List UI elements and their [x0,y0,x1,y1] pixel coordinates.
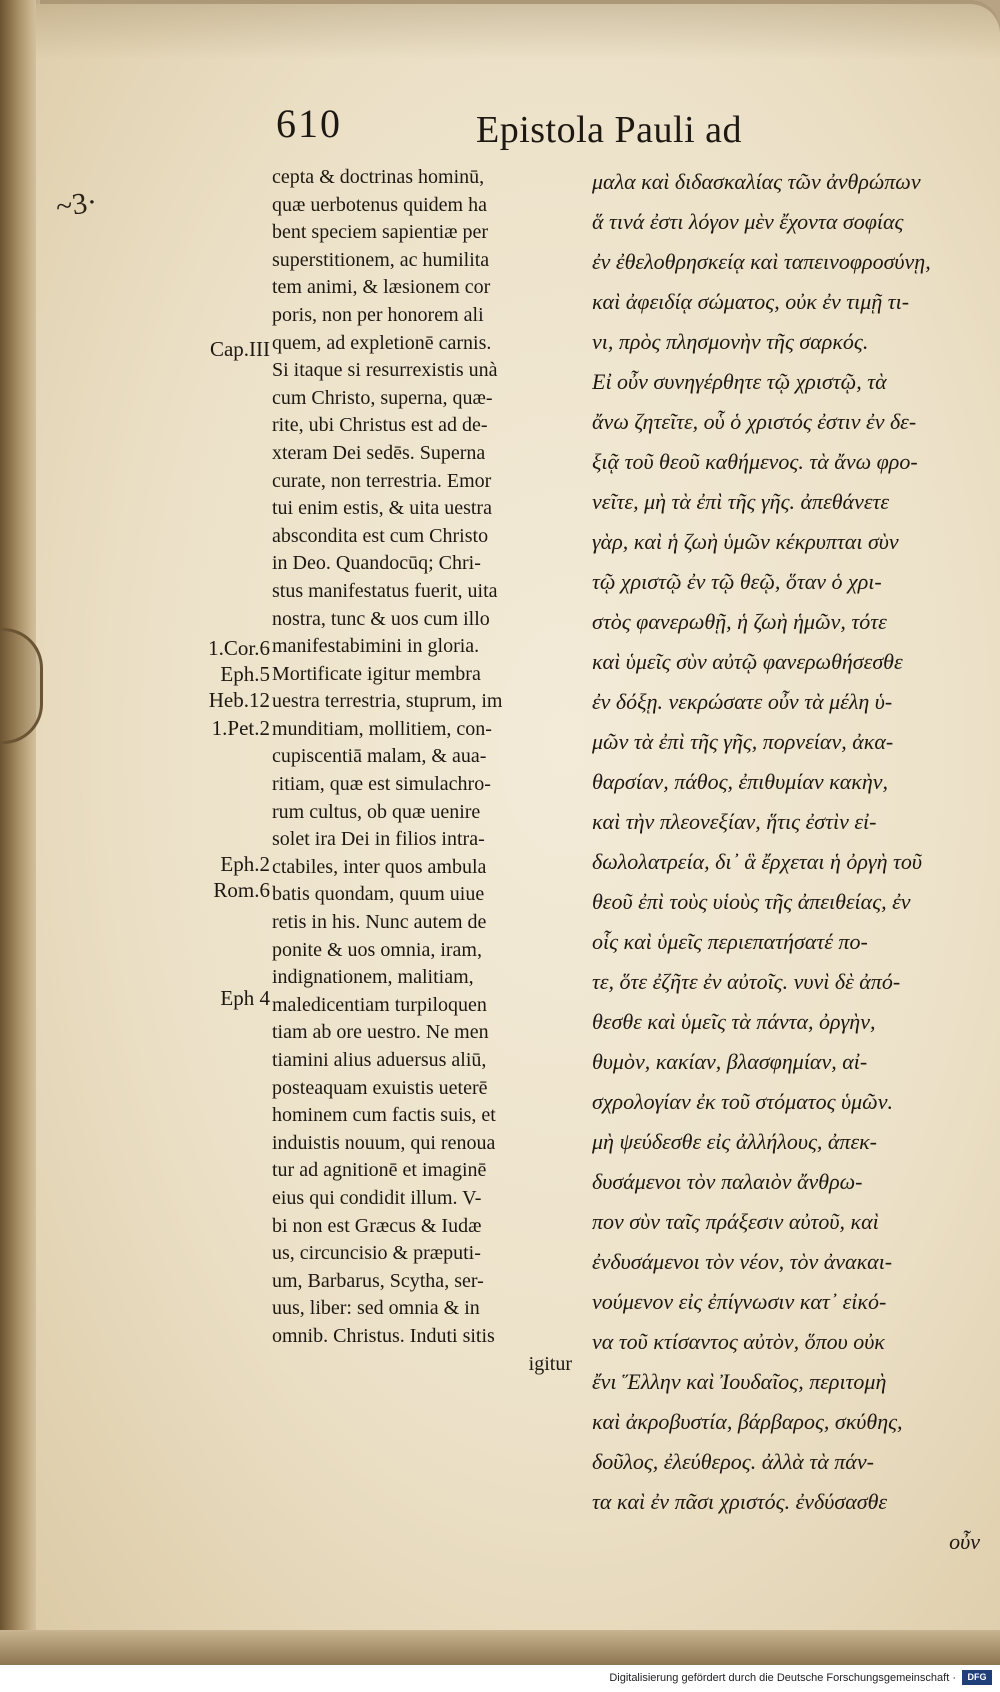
greek-line: νούμενον εἰς ἐπίγνωσιν κατ᾽ εἰκό- [592,1289,887,1314]
greek-line: ἅ τινά ἐστι λόγον μὲν ἔχοντα σοφίας [592,209,904,234]
greek-line: Εἰ οὖν συνηγέρθητε τῷ χριστῷ, τὰ [592,369,887,394]
latin-line: xteram Dei sedēs. Superna [272,441,486,464]
latin-line: cupiscentiā malam, & aua- [272,745,487,768]
greek-line: δυσάμενοι τὸν παλαιὸν ἄνθρω- [592,1169,863,1194]
greek-line: τε, ὅτε ἐζῆτε ἐν αὐτοῖς. νυνὶ δὲ ἀπό- [592,969,901,994]
greek-line: νεῖτε, μὴ τὰ ἐπὶ τῆς γῆς. ἀπεθάνετε [592,489,890,514]
marginal-note: Eph 4 [220,986,270,1010]
latin-line: curate, non terrestria. Emor [272,469,492,492]
greek-line: θεοῦ ἐπὶ τοὺς υἱοὺς τῆς ἀπειθείας, ἐν [592,889,911,914]
greek-line: ἔνι Ἕλλην καὶ Ἰουδαῖος, περιτομὴ [592,1369,887,1394]
page-shadow [36,0,1000,60]
greek-line: νι, πρὸς πλησμονὴν τῆς σαρκός. [592,329,869,354]
latin-column [272,164,572,1378]
latin-line: omnib. Christus. Induti sitis [272,1324,495,1347]
latin-line: munditiam, mollitiem, con- [272,717,492,740]
marginal-note: Eph.5 [220,662,270,686]
latin-line: tem animi, & læsionem cor [272,276,491,299]
latin-line: hominem cum factis suis, et [272,1104,496,1127]
latin-line: ponite & uos omnia, iram, [272,938,482,961]
latin-line: in Deo. Quandocūq; Chri- [272,552,481,575]
latin-line: quem, ad expletionē carnis. [272,331,492,354]
page-number: 610 [276,101,342,146]
latin-line: Mortificate igitur membra [272,662,481,685]
greek-line: πον σὺν ταῖς πράξεσιν αὐτοῦ, καὶ [592,1209,879,1234]
greek-line: δωλολατρεία, δι᾽ ἃ ἔρχεται ἡ ὀργὴ τοῦ [592,849,922,874]
latin-line: Si itaque si resurrexistis unà [272,359,498,382]
latin-line: um, Barbarus, Scytha, ser- [272,1269,484,1292]
latin-line: induistis nouum, qui renoua [272,1131,496,1154]
latin-line: retis in his. Nunc autem de [272,911,487,934]
latin-line: tiamini alius aduersus aliū, [272,1049,487,1071]
latin-line: nostra, tunc & uos cum illo [272,607,490,630]
latin-line: batis quondam, quum uiue [272,883,485,906]
marginal-note: Cap.III [209,337,270,361]
latin-line: cepta & doctrinas hominū, [272,166,485,188]
latin-line: maledicentiam turpiloquen [272,993,487,1016]
greek-line: καὶ ὑμεῖς σὺν αὐτῷ φανερωθήσεσθε [592,649,903,674]
marginal-note: Heb.12 [208,688,270,712]
running-head: Epistola Pauli ad [476,109,743,151]
latin-line: manifestabimini in gloria. [272,635,480,658]
latin-line: bent speciem sapientiæ per [272,221,489,244]
latin-line: uestra terrestria, stuprum, im [272,690,503,713]
marginal-note: 1.Cor.6 [208,636,270,660]
latin-catchword: igitur [528,1352,572,1375]
latin-line: rum cultus, ob quæ uenire [272,800,481,823]
latin-line: tiam ab ore uestro. Ne men [272,1021,489,1044]
latin-line: ritiam, quæ est simulachro- [272,773,491,796]
greek-line: γὰρ, καὶ ἡ ζωὴ ὑμῶν κέκρυπται σὺν [592,529,899,554]
greek-line: μὴ ψεύδεσθε εἰς ἀλλήλους, ἀπεκ- [592,1129,878,1154]
latin-line: tur ad agnitionē et imaginē [272,1159,487,1182]
greek-line: να τοῦ κτίσαντος αὐτὸν, ὅπου οὐκ [592,1329,885,1354]
latin-line: ctabiles, inter quos ambula [272,855,487,878]
greek-line: θυμὸν, κακίαν, βλασφημίαν, αἰ- [592,1049,868,1074]
marginal-note: Rom.6 [213,878,270,902]
marginal-note: Eph.2 [220,852,270,876]
greek-line: θαρσίαν, πάθος, ἐπιθυμίαν κακὴν, [592,769,889,794]
latin-line: tui enim estis, & uita uestra [272,497,492,520]
latin-line: rite, ubi Christus est ad de- [272,414,488,437]
greek-column [592,162,980,1562]
greek-line: οἷς καὶ ὑμεῖς περιεπατήσατέ πο- [592,929,868,954]
book-edge-bottom [0,1630,1000,1665]
digitization-credit: Digitalisierung gefördert durch die Deutsche Forschungsgemeinschaft · [609,1672,956,1684]
latin-line: us, circuncisio & præputi- [272,1242,481,1265]
greek-line: τα καὶ ἐν πᾶσι χριστός. ἐνδύσασθε [592,1489,888,1514]
greek-line: καὶ τὴν πλεονεξίαν, ἥτις ἐστὶν εἰ- [592,809,877,834]
latin-line: abscondita est cum Christo [272,524,489,547]
latin-line: cum Christo, superna, quæ- [272,386,493,409]
greek-line: σχρολογίαν ἐκ τοῦ στόματος ὑμῶν. [592,1089,893,1114]
latin-line: stus manifestatus fuerit, uita [272,579,498,602]
greek-line: θεσθε καὶ ὑμεῖς τὰ πάντα, ὀργὴν, [592,1009,876,1034]
greek-line: καὶ ἀκροβυστία, βάρβαρος, σκύθης, [592,1409,903,1434]
marginal-note: 1.Pet.2 [211,716,270,740]
greek-line: ἐν δόξῃ. νεκρώσατε οὖν τὰ μέλη ὑ- [592,689,893,714]
greek-line: ξιᾷ τοῦ θεοῦ καθήμενος. τὰ ἄνω φρο- [592,449,918,474]
greek-catchword: οὖν [949,1529,980,1554]
dfg-logo: DFG [962,1670,992,1685]
greek-line: μῶν τὰ ἐπὶ τῆς γῆς, πορνείαν, ἀκα- [592,729,894,754]
latin-line: superstitionem, ac humilita [272,248,490,271]
greek-line: ἐν ἐθελοθρησκείᾳ καὶ ταπεινοφροσύνῃ, [592,249,931,274]
latin-line: poris, non per honorem ali [272,303,484,326]
latin-line: bi non est Græcus & Iudæ [272,1214,482,1237]
greek-line: στὸς φανερωθῇ, ἡ ζωὴ ἡμῶν, τότε [592,609,887,634]
greek-line: μαλα καὶ διδασκαλίας τῶν ἀνθρώπων [592,169,921,194]
latin-line: quæ uerbotenus quidem ha [272,193,487,216]
greek-line: ἐνδυσάμενοι τὸν νέον, τὸν ἀνακαι- [592,1249,893,1274]
latin-line: posteaquam exuistis ueterē [272,1076,488,1099]
latin-line: eius qui condidit illum. V- [272,1186,482,1209]
latin-line: uus, liber: sed omnia & in [272,1297,480,1320]
latin-line: indignationem, malitiam, [272,966,474,989]
greek-line: καὶ ἀφειδίᾳ σώματος, οὐκ ἐν τιμῇ τι- [592,289,910,314]
book-edge-left [0,0,40,1665]
margin-mark: ~3· [53,185,100,224]
latin-line: solet ira Dei in filios intra- [272,828,485,851]
greek-line: δοῦλος, ἐλεύθερος. ἀλλὰ τὰ πάν- [592,1449,874,1474]
greek-line: τῷ χριστῷ ἐν τῷ θεῷ, ὅταν ὁ χρι- [592,569,882,594]
greek-line: ἄνω ζητεῖτε, οὗ ὁ χριστός ἐστιν ἐν δε- [592,409,917,434]
